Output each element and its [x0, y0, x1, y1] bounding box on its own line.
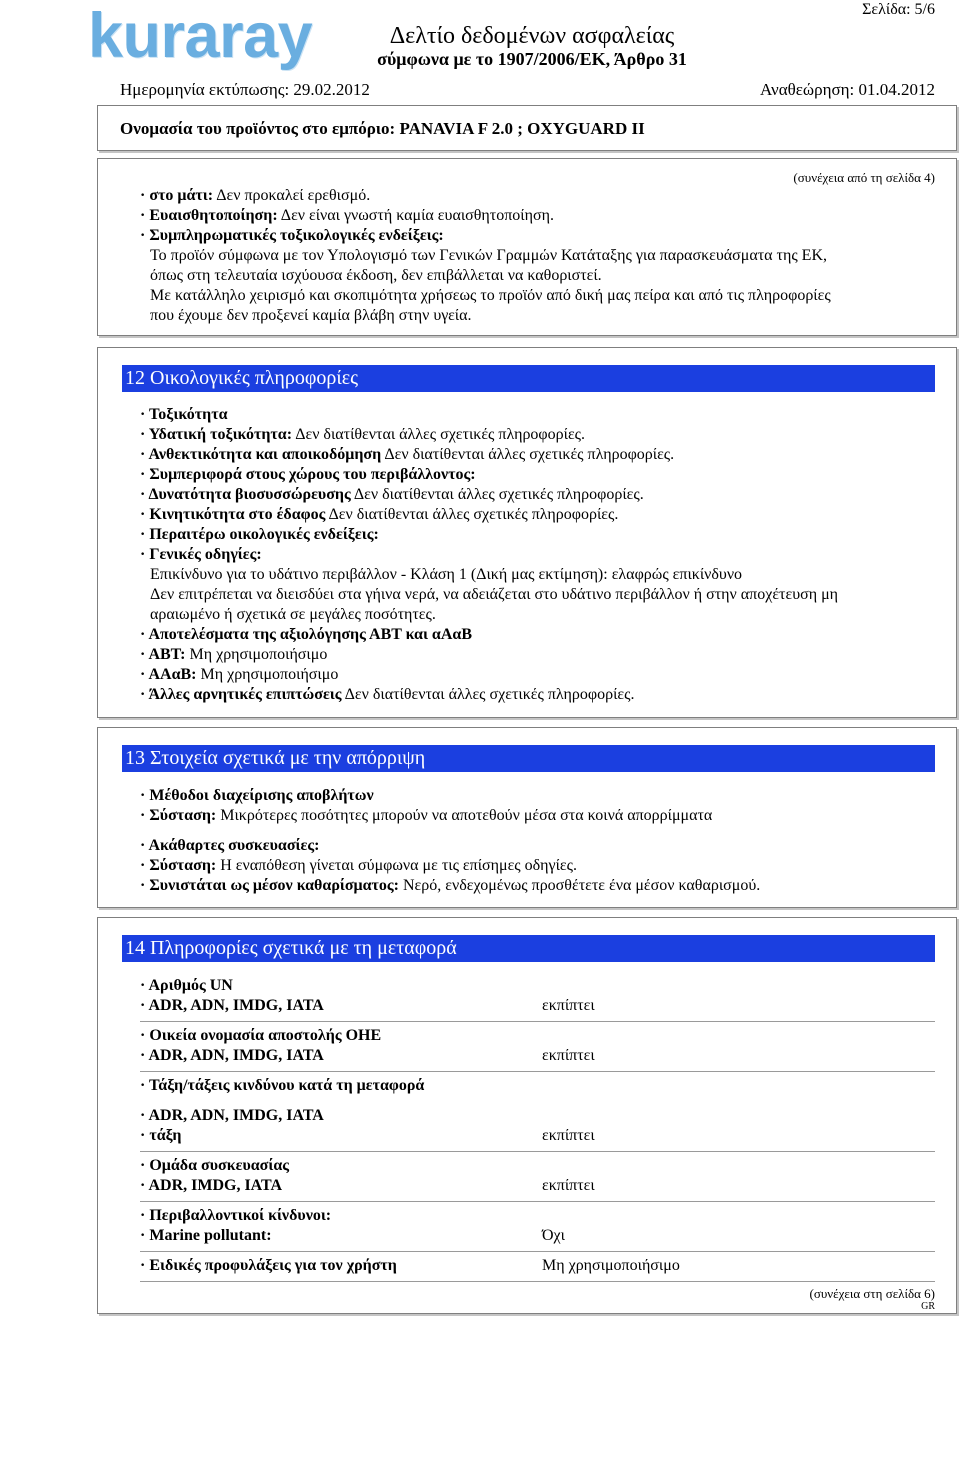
- document-subtitle: σύμφωνα με το 1907/2006/ΕΚ, Άρθρο 31: [377, 49, 687, 69]
- line-label: · Περαιτέρω οικολογικές ενδείξεις:: [140, 526, 379, 543]
- sensitisation-line: [140, 206, 935, 226]
- other-adverse-effects-line: [140, 685, 935, 705]
- row-label: · τάξη: [140, 1127, 182, 1144]
- table-row: [140, 1046, 935, 1066]
- row-value: Μη χρησιμοποιήσιμο: [542, 1257, 680, 1274]
- section-14-box: [97, 917, 957, 1314]
- row-label: · Αριθμός UN: [140, 977, 233, 994]
- row-label: · Marine pollutant:: [140, 1227, 272, 1244]
- line-label: · ΑΒΤ:: [140, 646, 186, 663]
- line-label: · στο μάτι:: [140, 187, 214, 204]
- line-label: · Γενικές οδηγίες:: [140, 546, 262, 563]
- continued-on-note: (συνέχεια στη σελίδα 6): [809, 1286, 935, 1301]
- row-value: εκπίπτει: [542, 1047, 595, 1064]
- line-label: · Σύσταση:: [140, 807, 217, 824]
- row-label: · Τάξη/τάξεις κινδύνου κατά τη μεταφορά: [140, 1077, 425, 1094]
- vpvb-line: [140, 665, 935, 685]
- line-text: Μη χρησιμοποιήσιμο: [200, 666, 339, 683]
- line-label: · Αποτελέσματα της αξιολόγησης ΑΒΤ και αΑαΒ: [140, 626, 473, 643]
- table-row: [140, 1176, 935, 1196]
- waste-treatment-heading: [140, 786, 935, 806]
- pbt-vpvb-heading: [140, 625, 935, 645]
- line-text: Επικίνδυνο για το υδάτινο περιβάλλον - Κλάση 1 (Δική μας εκτίμηση): ελαφρώς επικίνδυνο: [150, 566, 743, 583]
- environmental-behaviour-heading: [140, 465, 935, 485]
- toxicity-heading: [140, 405, 935, 425]
- table-row: [140, 1226, 935, 1246]
- row-label: · Περιβαλλοντικοί κίνδυνοι:: [140, 1207, 332, 1224]
- cleansing-agent-line: [140, 876, 935, 896]
- continuation-content: [140, 170, 935, 326]
- table-row: [140, 1106, 935, 1126]
- continued-from-note: (συνέχεια από τη σελίδα 4): [793, 170, 935, 185]
- line-label: · Άλλες αρνητικές επιπτώσεις: [140, 686, 342, 703]
- toxicology-continuation-box: [97, 158, 957, 336]
- general-notes-heading: [140, 545, 935, 565]
- bioaccumulation-line: [140, 485, 935, 505]
- line-label: · Ακάθαρτες συσκευασίες:: [140, 837, 320, 854]
- row-label: · ADR, IMDG, IATA: [140, 1177, 283, 1194]
- eye-effect-line: [140, 186, 935, 206]
- section-14-heading: 14 Πληροφορίες σχετικά με τη μεταφορά: [122, 935, 935, 962]
- section-14-content: [140, 976, 935, 1312]
- section-13-heading: 13 Στοιχεία σχετικά με την απόρριψη: [122, 745, 935, 772]
- country-code: GR: [921, 1301, 935, 1312]
- uncleaned-packaging-heading: [140, 836, 935, 856]
- row-label: · ADR, ADN, IMDG, IATA: [140, 997, 324, 1014]
- section-13-box: [97, 727, 957, 908]
- line-text: Μικρότερες ποσότητες μπορούν να αποτεθούν μέσα στα κοινά απορρίμματα: [220, 807, 713, 824]
- special-precautions-group: [140, 1256, 935, 1282]
- line-label: · Υδατική τοξικότητα:: [140, 426, 293, 443]
- table-row: [140, 1206, 935, 1226]
- line-label: · Ανθεκτικότητα και αποικοδόμηση: [140, 446, 382, 463]
- line-text: που έχουμε δεν προξενεί καμία βλάβη στην υγεία.: [150, 307, 472, 324]
- row-value: εκπίπτει: [542, 997, 595, 1014]
- line-label: · Μέθοδοι διαχείρισης αποβλήτων: [140, 787, 374, 804]
- line-text: Δεν επιτρέπεται να διεισδύει στα γήινα νερά, να αδειάζεται στο υδάτινο περιβάλλον ή στην αποχέτευση μη: [150, 586, 839, 603]
- line-label: · Συμπληρωματικές τοξικολογικές ενδείξεις:: [140, 227, 444, 244]
- row-label: · Οικεία ονομασία αποστολής ΟΗΕ: [140, 1027, 382, 1044]
- line-text: Η εναπόθεση γίνεται σύμφωνα με τις επίσημες οδηγίες.: [220, 857, 577, 874]
- table-row: [140, 1126, 935, 1146]
- revision-date: Αναθεώρηση: 01.04.2012: [760, 80, 935, 99]
- table-row: [140, 996, 935, 1016]
- text-line: [140, 605, 935, 625]
- section-13-content: [140, 786, 935, 896]
- packing-group-group: [140, 1156, 935, 1202]
- row-value: Όχι: [542, 1227, 565, 1244]
- table-row: [140, 1026, 935, 1046]
- product-name: Ονομασία του προϊόντος στο εμπόριο: PANAVIA F 2.0 ; OXYGUARD II: [120, 119, 645, 138]
- line-text: Δεν διατίθενται άλλες σχετικές πληροφορίες.: [384, 446, 675, 463]
- line-text: Δεν είναι γνωστή καμία ευαισθητοποίηση.: [280, 207, 554, 224]
- row-value: εκπίπτει: [542, 1127, 595, 1144]
- text-line: [140, 585, 935, 605]
- un-shipping-name-group: [140, 1026, 935, 1072]
- recommendation-line: [140, 806, 935, 826]
- un-number-group: [140, 976, 935, 1022]
- additional-toxicology-heading: [140, 226, 935, 246]
- text-line: [140, 306, 935, 326]
- aquatic-toxicity-line: [140, 425, 935, 445]
- line-text: Δεν διατίθενται άλλες σχετικές πληροφορίες.: [344, 686, 635, 703]
- text-line: [140, 266, 935, 286]
- table-row: [140, 1156, 935, 1176]
- print-date: Ημερομηνία εκτύπωσης: 29.02.2012: [120, 80, 370, 99]
- line-label: · ΑΑαΒ:: [140, 666, 197, 683]
- line-text: Μη χρησιμοποιήσιμο: [189, 646, 328, 663]
- pbt-line: [140, 645, 935, 665]
- further-ecological-heading: [140, 525, 935, 545]
- page-number: Σελίδα: 5/6: [862, 1, 935, 18]
- line-label: · Κινητικότητα στο έδαφος: [140, 506, 326, 523]
- row-label: · ADR, ADN, IMDG, IATA: [140, 1107, 324, 1124]
- text-line: [140, 565, 935, 585]
- row-value: εκπίπτει: [542, 1177, 595, 1194]
- line-text: Με κατάλληλο χειρισμό και σκοπιμότητα χρήσεως το προϊόν από δική μας πείρα και από τις πληροφορίες: [150, 287, 831, 304]
- section-12-content: [140, 405, 935, 705]
- text-line: [140, 246, 935, 266]
- table-row: [140, 1256, 935, 1276]
- hazard-class-group: [140, 1076, 935, 1152]
- recommendation-line: [140, 856, 935, 876]
- line-label: · Συνιστάται ως μέσον καθαρίσματος:: [140, 877, 399, 894]
- line-text: Δεν διατίθενται άλλες σχετικές πληροφορίες.: [353, 486, 644, 503]
- row-label: · Ομάδα συσκευασίας: [140, 1157, 290, 1174]
- kuraray-logo: kuraray: [88, 1, 313, 71]
- line-label: · Τοξικότητα: [140, 406, 228, 423]
- table-row: [140, 1076, 935, 1096]
- line-text: όπως στη τελευταία ισχύουσα έκδοση, δεν επιβάλλεται να καθοριστεί.: [150, 267, 602, 284]
- section-12-box: [97, 347, 957, 718]
- line-label: · Σύσταση:: [140, 857, 217, 874]
- persistence-line: [140, 445, 935, 465]
- line-label: · Δυνατότητα βιοσυσσώρευσης: [140, 486, 351, 503]
- line-text: Δεν διατίθενται άλλες σχετικές πληροφορίες.: [295, 426, 585, 443]
- row-label: · ADR, ADN, IMDG, IATA: [140, 1047, 324, 1064]
- line-label: · Ευαισθητοποίηση:: [140, 207, 278, 224]
- soil-mobility-line: [140, 505, 935, 525]
- document-title: Δελτίο δεδομένων ασφαλείας: [389, 23, 675, 49]
- section-12-heading: 12 Οικολογικές πληροφορίες: [122, 365, 935, 392]
- environmental-hazards-group: [140, 1206, 935, 1252]
- line-text: αραιωμένο ή σχετικά σε μεγάλες ποσότητες.: [150, 606, 436, 623]
- line-text: Δεν προκαλεί ερεθισμό.: [216, 187, 371, 204]
- line-text: Δεν διατίθενται άλλες σχετικές πληροφορίες.: [328, 506, 619, 523]
- line-label: · Συμπεριφορά στους χώρους του περιβάλλοντος:: [140, 466, 476, 483]
- product-name-box: [97, 105, 957, 151]
- line-text: Νερό, ενδεχομένως προσθέτετε ένα μέσον καθαρισμού.: [403, 877, 761, 894]
- text-line: [140, 286, 935, 306]
- row-label: · Ειδικές προφυλάξεις για τον χρήστη: [140, 1257, 397, 1274]
- table-row: [140, 976, 935, 996]
- line-text: Το προϊόν σύμφωνα με τον Υπολογισμό των Γενικών Γραμμών Κατάταξης για παρασκευάσματα της ΕΚ,: [150, 247, 828, 264]
